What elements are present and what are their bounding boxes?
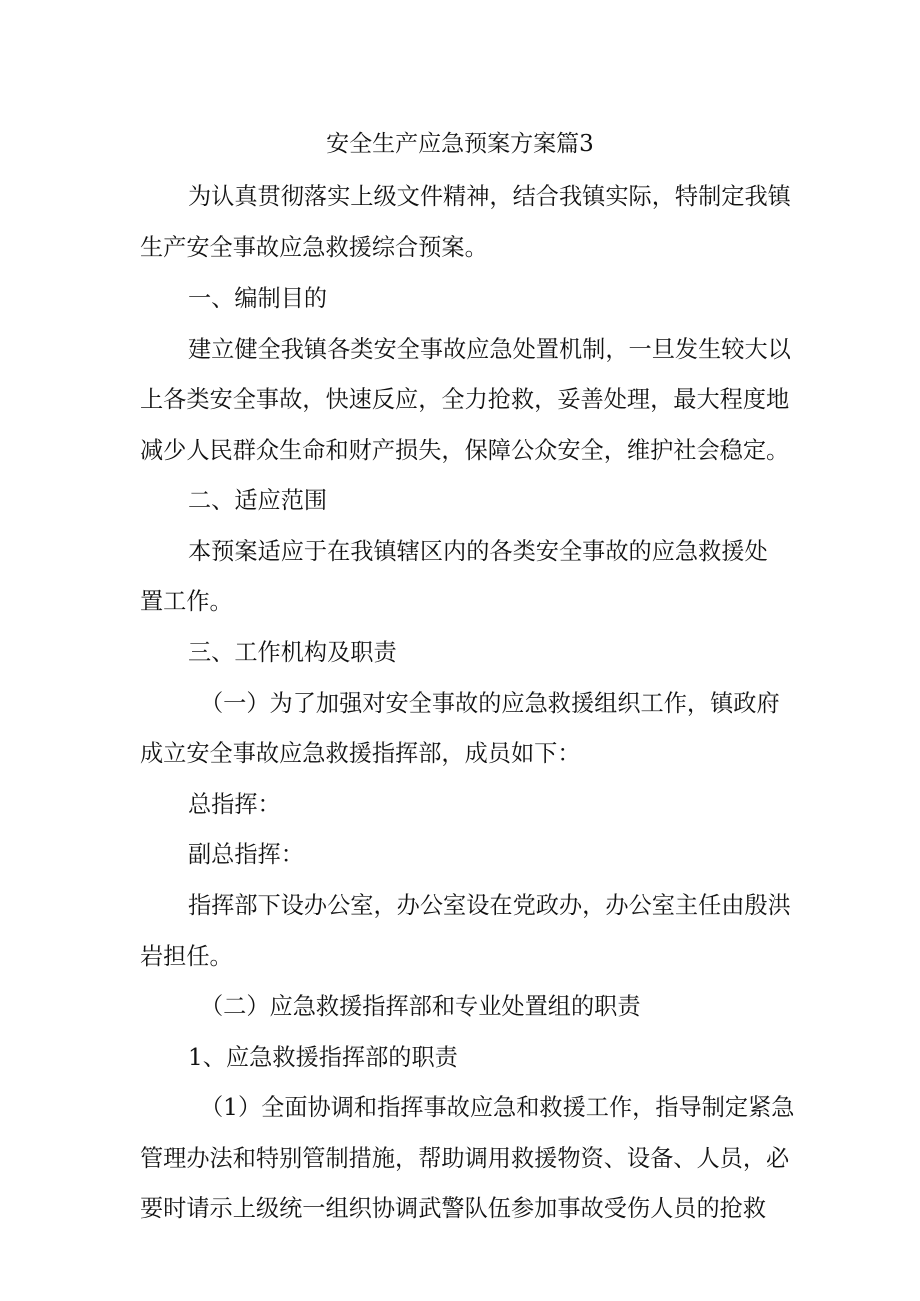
section-heading: 一、编制目的 (188, 285, 328, 312)
paragraph-line: 减少人民群众生命和财产损失，保障公众安全，维护社会稳定。 (140, 437, 790, 464)
paragraph-line: 生产安全事故应急救援综合预案。 (140, 234, 488, 261)
subsection-heading: （二）应急救援指挥部和专业处置组的职责 (200, 993, 641, 1020)
paragraph-line: 建立健全我镇各类安全事故应急处置机制，一旦发生较大以 (188, 336, 791, 363)
section-heading: 三、工作机构及职责 (188, 639, 397, 666)
paragraph-line: 管理办法和特别管制措施，帮助调用救援物资、设备、人员，必 (140, 1145, 790, 1172)
paragraph-line: 要时请示上级统一组织协调武警队伍参加事故受伤人员的抢救 (140, 1195, 767, 1222)
paragraph-line: （一）为了加强对安全事故的应急救援组织工作，镇政府 (200, 690, 780, 717)
document-title: 安全生产应急预案方案篇3 (326, 131, 594, 157)
paragraph-line: 成立安全事故应急救援指挥部，成员如下： (140, 740, 581, 767)
paragraph-line: 置工作。 (140, 588, 233, 615)
paragraph-line: 总指挥： (188, 791, 281, 818)
paragraph-line: 副总指挥： (188, 841, 304, 868)
paragraph-line: 上各类安全事故，快速反应，全力抢救，妥善处理，最大程度地 (140, 386, 790, 413)
paragraph-line: 岩担任。 (140, 943, 233, 970)
subsection-heading: 1、应急救援指挥部的职责 (188, 1044, 458, 1071)
section-heading: 二、适应范围 (188, 487, 328, 514)
paragraph-line: 为认真贯彻落实上级文件精神，结合我镇实际，特制定我镇 (188, 183, 791, 210)
paragraph-line: 指挥部下设办公室，办公室设在党政办，办公室主任由殷洪 (188, 892, 791, 919)
paragraph-line: （1）全面协调和指挥事故应急和救援工作，指导制定紧急 (200, 1094, 795, 1121)
paragraph-line: 本预案适应于在我镇辖区内的各类安全事故的应急救援处 (188, 538, 768, 565)
